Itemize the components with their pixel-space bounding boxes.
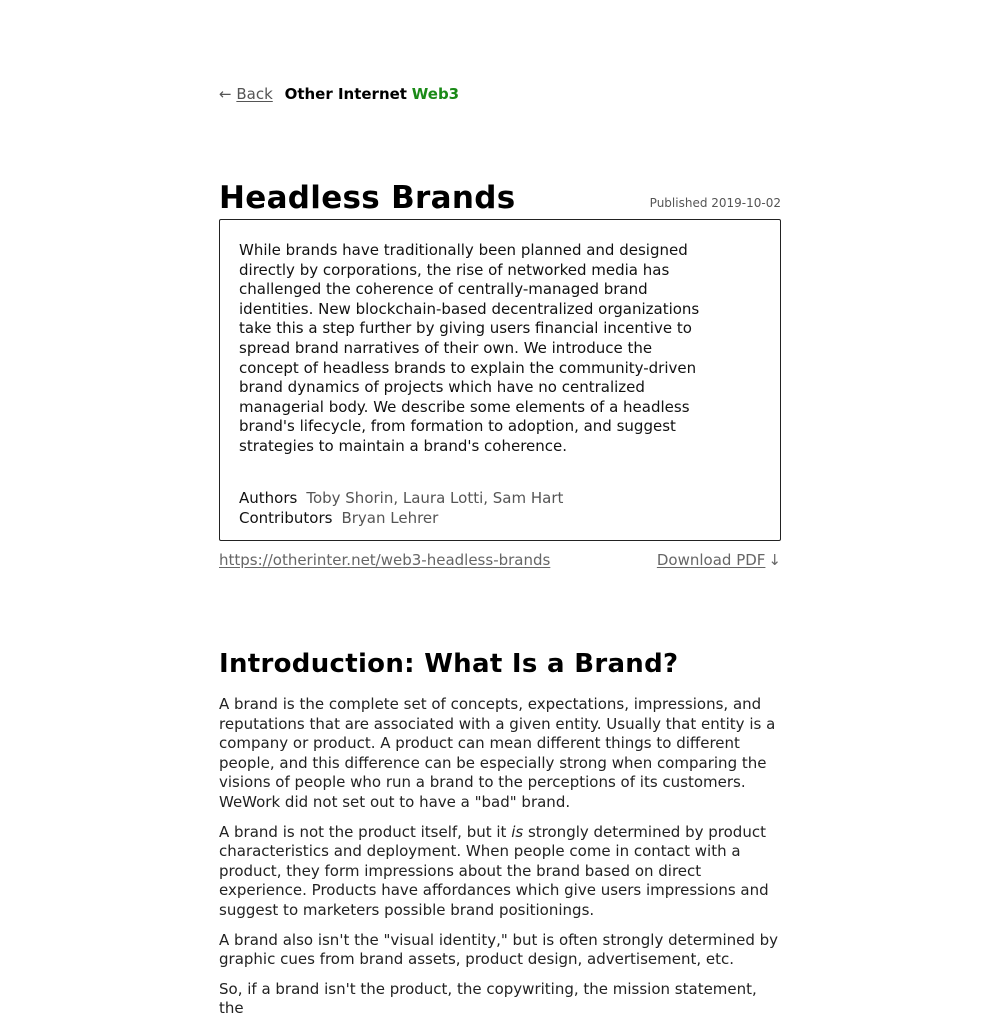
published-date: Published 2019-10-02: [649, 196, 781, 210]
abstract-text: While brands have traditionally been planned and designed directly by corporations, the rise of networked media has challenged the coherence of centrally-managed brand identities. New blockchain-based decentralized organizations take this a step further by giving users financial incentive to spread brand narratives of their own. We introduce the concept of headless brands to explain the community-driven brand dynamics of projects which have no centralized managerial body. We describe some elements of a headless brand's lifecycle, from formation to adoption, and suggest strategies to maintain a brand's coherence.: [239, 241, 700, 455]
back-link[interactable]: [219, 85, 273, 103]
emphasis-text: is: [511, 822, 524, 841]
authors-names: Toby Shorin, Laura Lotti, Sam Hart: [306, 489, 564, 507]
article-url-link[interactable]: https://otherinter.net/web3-headless-brands: [219, 551, 551, 569]
paragraph: So, if a brand isn't the product, the copywriting, the mission statement, the: [219, 979, 757, 1018]
download-arrow-icon: ↓: [768, 551, 781, 569]
download-pdf-label: Download PDF: [656, 551, 766, 569]
section-heading-introduction: Introduction: What Is a Brand?: [219, 649, 679, 679]
top-nav: [219, 84, 459, 104]
paragraph-text: strongly determined by product characteristics and deployment. When people come in contact with a product, they form impressions about the brand based on direct experience. Products have affordances which give users impressions and suggest to marketers possible brand positionings.: [219, 822, 769, 919]
authors-label: Authors: [239, 489, 298, 507]
credits: [239, 488, 563, 528]
authors-row: [239, 488, 563, 508]
article-body: [219, 695, 781, 1029]
paragraph: A brand is the complete set of concepts, expectations, impressions, and reputations that are associated with a given entity. Usually that entity is a company or product. A product can mean different things to different people, and this difference can be especially strong when comparing the visions of people who run a brand to the perceptions of its customers. WeWork did not set out to have a "bad" brand.: [219, 695, 776, 811]
contributors-label: Contributors: [239, 509, 333, 527]
download-pdf-button[interactable]: [657, 550, 781, 570]
back-link-label: Back: [236, 85, 273, 103]
site-name[interactable]: Other Internet: [284, 85, 407, 103]
article-header: [219, 178, 781, 218]
paragraph: [219, 823, 781, 921]
contributors-names: Bryan Lehrer: [341, 509, 439, 527]
paragraph: A brand also isn't the "visual identity," but is often strongly determined by graphic cues from brand assets, product design, advertisement, etc.: [219, 930, 779, 969]
paragraph-text: A brand is not the product itself, but it: [219, 822, 512, 841]
abstract-card: [219, 219, 781, 541]
back-arrow-icon: ←: [219, 85, 232, 103]
site-section[interactable]: Web3: [411, 85, 460, 103]
contributors-row: [239, 508, 563, 528]
page-title: Headless Brands: [219, 180, 516, 216]
